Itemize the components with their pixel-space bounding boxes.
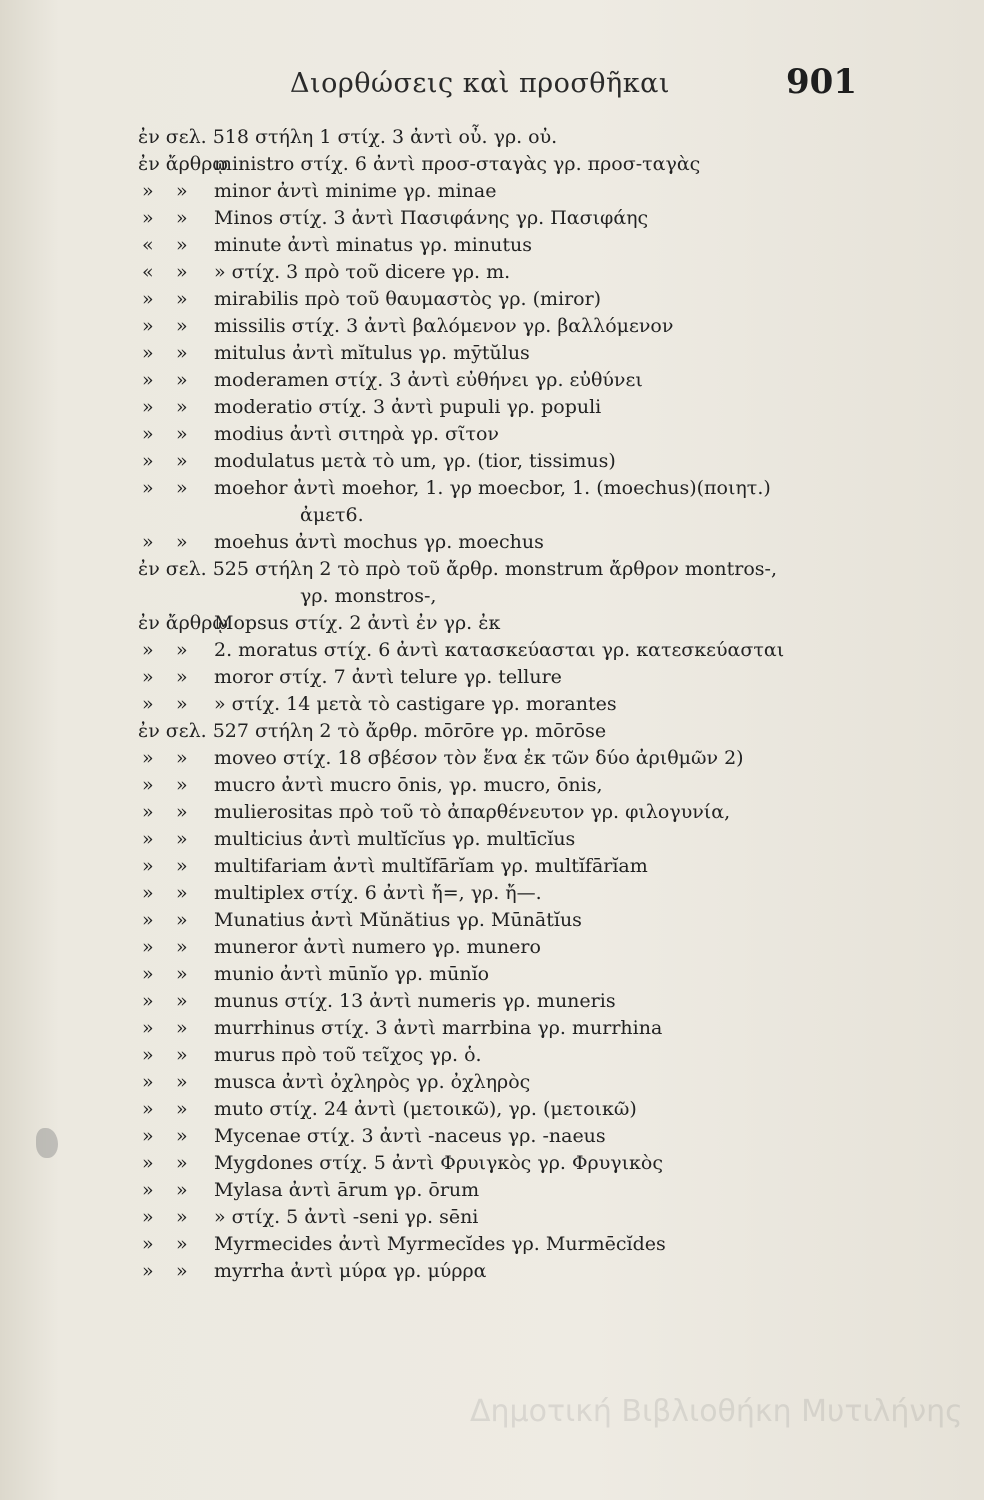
errata-location: ἐν ἄρθρῳ (138, 612, 228, 634)
errata-text: muto στίχ. 24 ἀντὶ (μετοικῶ), γρ. (μετοικῶ) (214, 1098, 637, 1120)
errata-line (0, 151, 984, 178)
ditto-mark: » (176, 801, 188, 823)
ditto-mark: » (142, 288, 154, 310)
ditto-mark: » (142, 423, 154, 445)
ditto-mark: » (176, 1179, 188, 1201)
errata-line (0, 637, 984, 664)
ditto-mark: » (142, 1206, 154, 1228)
errata-line (0, 448, 984, 475)
errata-line (0, 907, 984, 934)
ditto-mark: » (142, 1125, 154, 1147)
errata-line (0, 610, 984, 637)
errata-line (0, 124, 984, 151)
ditto-mark: « (142, 234, 154, 256)
errata-line (0, 529, 984, 556)
errata-text: mulierositas πρὸ τοῦ τὸ ἀπαρθένευτον γρ. φιλογυνία, (214, 801, 731, 823)
errata-text: moehus ἀντὶ mochus γρ. moechus (214, 531, 544, 553)
errata-text: multiplex στίχ. 6 ἀντὶ ἤ=, γρ. ἤ—. (214, 882, 542, 904)
errata-location: ἐν ἄρθρῳ (138, 153, 228, 175)
errata-text: minute ἀντὶ minatus γρ. minutus (214, 234, 532, 256)
ditto-mark: » (142, 531, 154, 553)
ditto-mark: » (176, 936, 188, 958)
ditto-mark: » (142, 1179, 154, 1201)
errata-line (0, 1177, 984, 1204)
ditto-mark: » (176, 531, 188, 553)
errata-text: ministro στίχ. 6 ἀντὶ προσ-σταγὰς γρ. προσ-ταγὰς (214, 153, 701, 175)
ditto-mark: » (142, 1071, 154, 1093)
errata-line (0, 988, 984, 1015)
ditto-mark: » (142, 693, 154, 715)
errata-text: missilis στίχ. 3 ἀντὶ βαλόμενον γρ. βαλλόμενον (214, 315, 674, 337)
ditto-mark: » (176, 1071, 188, 1093)
ditto-mark: » (142, 1152, 154, 1174)
errata-line (0, 232, 984, 259)
library-watermark: Δημοτική Βιβλιοθήκη Μυτιλήνης (470, 1394, 963, 1429)
errata-line (0, 421, 984, 448)
errata-text: Mopsus στίχ. 2 ἀντὶ ἐν γρ. ἐκ (214, 612, 501, 634)
ditto-mark: » (176, 774, 188, 796)
ditto-mark: » (176, 207, 188, 229)
errata-text: modius ἀντὶ σιτηρὰ γρ. σῖτον (214, 423, 499, 445)
errata-text: moderatio στίχ. 3 ἀντὶ pupuli γρ. populi (214, 396, 602, 418)
errata-line (0, 1204, 984, 1231)
errata-text: Mygdones στίχ. 5 ἀντὶ Φρυιγκὸς γρ. Φρυγικὸς (214, 1152, 664, 1174)
ditto-mark: » (176, 261, 188, 283)
ditto-mark: » (142, 315, 154, 337)
errata-text: multicius ἀντὶ multĭcĭus γρ. multīcĭus (214, 828, 576, 850)
errata-line (0, 205, 984, 232)
ink-blot (36, 1128, 58, 1158)
ditto-mark: » (142, 855, 154, 877)
ditto-mark: » (142, 369, 154, 391)
errata-line (0, 826, 984, 853)
errata-text: myrrha ἀντὶ μύρα γρ. μύρρα (214, 1260, 487, 1282)
ditto-mark: » (142, 1044, 154, 1066)
errata-line (0, 691, 984, 718)
errata-continuation: γρ. monstros-, (300, 585, 437, 607)
ditto-mark: » (142, 990, 154, 1012)
errata-text: » στίχ. 14 μετὰ τὸ castigare γρ. morantes (214, 693, 617, 715)
errata-text: murrhinus στίχ. 3 ἀντὶ marrbina γρ. murrhina (214, 1017, 663, 1039)
errata-line (0, 1069, 984, 1096)
errata-line (0, 1096, 984, 1123)
ditto-mark: » (142, 180, 154, 202)
ditto-mark: » (176, 1044, 188, 1066)
ditto-mark: » (176, 477, 188, 499)
errata-text: 2. moratus στίχ. 6 ἀντὶ κατασκεύασται γρ. κατεσκεύασται (214, 639, 785, 661)
ditto-mark: » (142, 396, 154, 418)
errata-text: modulatus μετὰ τὸ um, γρ. (tior, tissimus) (214, 450, 616, 472)
errata-line (0, 880, 984, 907)
ditto-mark: » (142, 450, 154, 472)
errata-line (0, 934, 984, 961)
ditto-mark: » (176, 423, 188, 445)
ditto-mark: » (176, 288, 188, 310)
errata-continuation: ἀμετ6. (300, 504, 364, 526)
ditto-mark: » (142, 1017, 154, 1039)
ditto-mark: » (142, 1260, 154, 1282)
errata-text: munio ἀντὶ mūnĭo γρ. mūnĭo (214, 963, 490, 985)
ditto-mark: » (176, 666, 188, 688)
errata-line (0, 1258, 984, 1285)
errata-text: moror στίχ. 7 ἀντὶ telure γρ. tellure (214, 666, 562, 688)
errata-line (0, 1015, 984, 1042)
ditto-mark: » (142, 1098, 154, 1120)
ditto-mark: » (142, 342, 154, 364)
ditto-mark: » (176, 450, 188, 472)
errata-text: munus στίχ. 13 ἀντὶ numeris γρ. muneris (214, 990, 616, 1012)
ditto-mark: » (176, 1206, 188, 1228)
errata-line (0, 286, 984, 313)
ditto-mark: » (176, 828, 188, 850)
errata-line (0, 394, 984, 421)
page-number: 901 (786, 62, 857, 102)
errata-text: musca ἀντὶ ὀχληρὸς γρ. ὀχληρὸς (214, 1071, 531, 1093)
ditto-mark: » (142, 666, 154, 688)
errata-text: minor ἀντὶ minime γρ. minae (214, 180, 497, 202)
ditto-mark: » (176, 1098, 188, 1120)
errata-line (0, 799, 984, 826)
errata-text: Mycenae στίχ. 3 ἀντὶ -naceus γρ. -naeus (214, 1125, 606, 1147)
errata-text: moehor ἀντὶ moehor, 1. γρ moecbor, 1. (moechus)(ποιητ.) (214, 477, 771, 499)
ditto-mark: » (142, 963, 154, 985)
errata-text: multifariam ἀντὶ multĭfārĭam γρ. multĭfārĭam (214, 855, 648, 877)
ditto-mark: » (176, 234, 188, 256)
ditto-mark: » (176, 342, 188, 364)
errata-line (0, 340, 984, 367)
errata-line (0, 313, 984, 340)
errata-text: murus πρὸ τοῦ τεῖχος γρ. ὁ. (214, 1044, 482, 1066)
errata-line (0, 475, 984, 502)
ditto-mark: » (142, 747, 154, 769)
errata-text: mucro ἀντὶ mucro ōnis, γρ. mucro, ōnis, (214, 774, 603, 796)
ditto-mark: » (142, 828, 154, 850)
ditto-mark: » (142, 882, 154, 904)
ditto-mark: » (142, 774, 154, 796)
ditto-mark: » (176, 180, 188, 202)
errata-text: » στίχ. 5 ἀντὶ -seni γρ. sēni (214, 1206, 479, 1228)
errata-line (0, 583, 984, 610)
errata-text: moderamen στίχ. 3 ἀντὶ εὐθήνει γρ. εὐθύνει (214, 369, 643, 391)
errata-line (0, 556, 984, 583)
ditto-mark: » (176, 1152, 188, 1174)
errata-line (0, 178, 984, 205)
errata-text: Mylasa ἀντὶ ārum γρ. ōrum (214, 1179, 480, 1201)
ditto-mark: » (176, 855, 188, 877)
ditto-mark: » (176, 315, 188, 337)
errata-text: muneror ἀντὶ numero γρ. munero (214, 936, 541, 958)
errata-line (0, 772, 984, 799)
errata-text: Minos στίχ. 3 ἀντὶ Πασιφάνης γρ. Πασιφάης (214, 207, 649, 229)
errata-line (0, 664, 984, 691)
errata-line (0, 961, 984, 988)
errata-text: moveo στίχ. 18 σβέσον τὸν ἕνα ἐκ τῶν δύο ἀριθμῶν 2) (214, 747, 744, 769)
errata-location: ἐν σελ. 518 στήλη 1 στίχ. 3 ἀντὶ οὖ. γρ. οὐ. (138, 126, 558, 148)
running-title: Διορθώσεις καὶ προσθῆκαι (290, 68, 670, 99)
ditto-mark: » (176, 747, 188, 769)
errata-line (0, 718, 984, 745)
errata-location: ἐν σελ. 527 στήλη 2 τὸ ἄρθρ. mōrōre γρ. mōrōse (138, 720, 607, 742)
errata-line (0, 745, 984, 772)
errata-text: Munatius ἀντὶ Mŭnătius γρ. Mūnātĭus (214, 909, 582, 931)
ditto-mark: » (176, 882, 188, 904)
ditto-mark: » (176, 369, 188, 391)
ditto-mark: » (142, 207, 154, 229)
ditto-mark: » (176, 693, 188, 715)
errata-text: Myrmecides ἀντὶ Myrmecĭdes γρ. Murmēcĭdes (214, 1233, 666, 1255)
ditto-mark: » (142, 936, 154, 958)
page-header (0, 62, 984, 112)
ditto-mark: » (176, 1125, 188, 1147)
ditto-mark: » (176, 1260, 188, 1282)
ditto-mark: » (176, 396, 188, 418)
ditto-mark: » (142, 639, 154, 661)
errata-line (0, 1231, 984, 1258)
ditto-mark: « (142, 261, 154, 283)
errata-text: » στίχ. 3 πρὸ τοῦ dicere γρ. m. (214, 261, 511, 283)
ditto-mark: » (142, 477, 154, 499)
ditto-mark: » (176, 963, 188, 985)
ditto-mark: » (176, 1017, 188, 1039)
errata-list (0, 124, 984, 1285)
errata-line (0, 259, 984, 286)
ditto-mark: » (142, 801, 154, 823)
errata-line (0, 502, 984, 529)
ditto-mark: » (176, 990, 188, 1012)
errata-line (0, 853, 984, 880)
ditto-mark: » (176, 909, 188, 931)
errata-line (0, 367, 984, 394)
ditto-mark: » (176, 639, 188, 661)
errata-line (0, 1123, 984, 1150)
errata-text: mirabilis πρὸ τοῦ θαυμαστὸς γρ. (miror) (214, 288, 602, 310)
errata-text: mitulus ἀντὶ mĭtulus γρ. mȳtŭlus (214, 342, 530, 364)
errata-location: ἐν σελ. 525 στήλη 2 τὸ πρὸ τοῦ ἄρθρ. monstrum ἄρθρον montros-, (138, 558, 777, 580)
errata-line (0, 1042, 984, 1069)
ditto-mark: » (142, 909, 154, 931)
errata-line (0, 1150, 984, 1177)
ditto-mark: » (142, 1233, 154, 1255)
ditto-mark: » (176, 1233, 188, 1255)
